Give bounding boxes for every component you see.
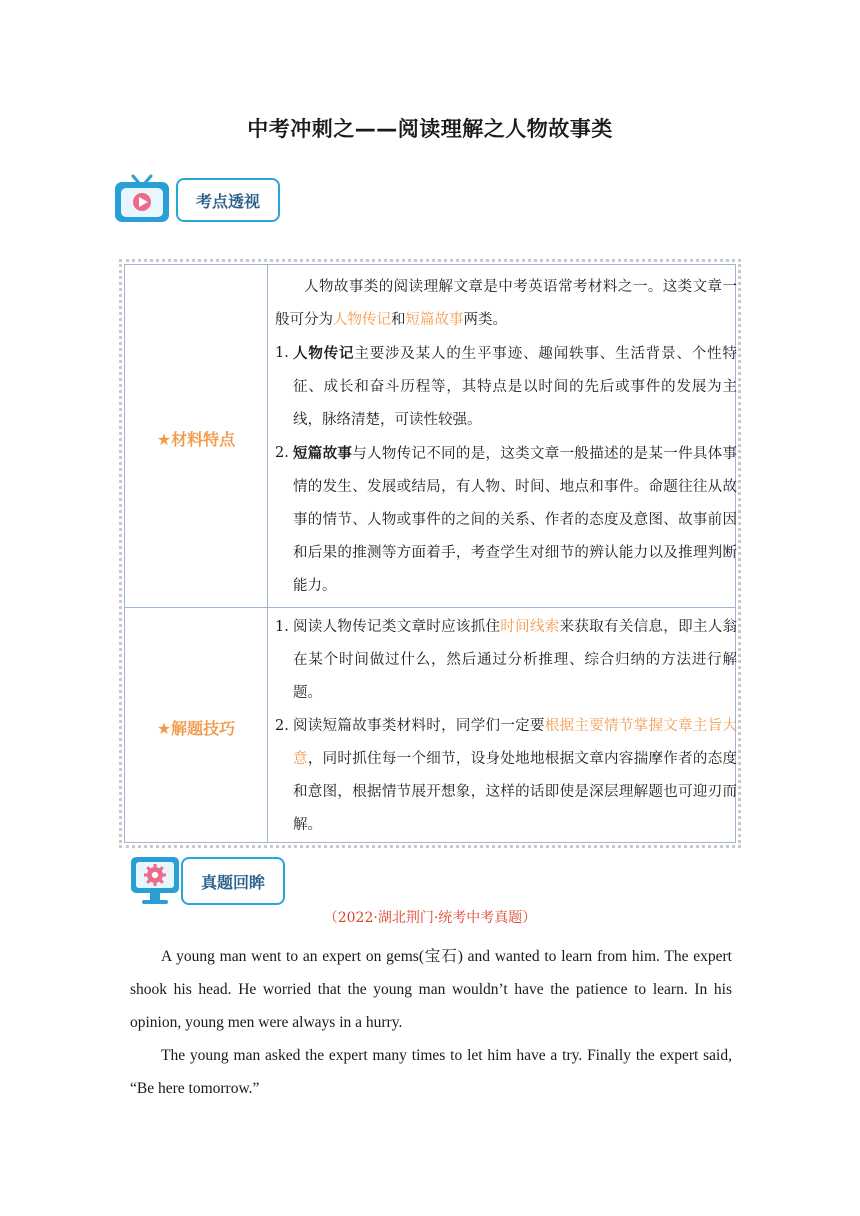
row-head-tips: ★解题技巧 bbox=[156, 719, 236, 738]
material-item-2: 2. 短篇故事与人物传记不同的是，这类文章一般描述的是某一件具体事情的发生、发展或结局，有人物、时间、地点和事件。命题往往从故事的情节、人物或事件的之间的关系、作者的态度及意图、故事前因和后果的推测等方面着手，考查学生对细节的辨认能力以及推理判断能力。 bbox=[275, 445, 738, 594]
reading-passage bbox=[130, 940, 732, 1105]
material-intro: 人物故事类的阅读理解文章是中考英语常考材料之一。这类文章一般可分为人物传记和短篇故事两类。 bbox=[275, 279, 737, 328]
material-item-1: 1. 人物传记主要涉及某人的生平事迹、趣闻轶事、生活背景、个性特征、成长和奋斗历程等，其特点是以时间的先后或事件的发展为主线，脉络清楚，可读性较强。 bbox=[275, 345, 737, 428]
question-source: （2022·湖北荆门·统考中考真题） bbox=[323, 910, 537, 926]
row-head-material: ★材料特点 bbox=[156, 430, 236, 449]
video-play-icon bbox=[113, 172, 171, 224]
solving-tips-cell bbox=[275, 611, 737, 842]
tips-item-2: 2. 阅读短篇故事类材料时，同学们一定要根据主要情节掌握文章主旨大意，同时抓住每一个细节，设身处地地根据文章内容揣摩作者的态度和意图，根据情节展开想象，这样的话即使是深层理解题也可迎刃而解。 bbox=[275, 718, 738, 833]
monitor-gear-icon bbox=[130, 856, 180, 906]
section-zhenti-label: 真题回眸 bbox=[181, 857, 285, 905]
passage-paragraph: The young man asked the expert many times to let him have a try. Finally the expert said, “Be here tomorrow.” bbox=[130, 1047, 732, 1097]
material-features-cell bbox=[275, 271, 737, 603]
info-table bbox=[119, 259, 741, 848]
section-kaodian-label: 考点透视 bbox=[176, 178, 280, 222]
page-title: 中考冲刺之——阅读理解之人物故事类 bbox=[247, 117, 613, 141]
tips-item-1: 1. 阅读人物传记类文章时应该抓住时间线索来获取有关信息，即主人翁在某个时间做过什么，然后通过分析推理、综合归纳的方法进行解题。 bbox=[275, 619, 738, 701]
passage-paragraph: A young man went to an expert on gems(宝石) and wanted to learn from him. The expert shook his head. He worried that the young man wouldn’t have the patience to learn. In his opinion, young men were always in a hurry. bbox=[130, 948, 732, 1031]
